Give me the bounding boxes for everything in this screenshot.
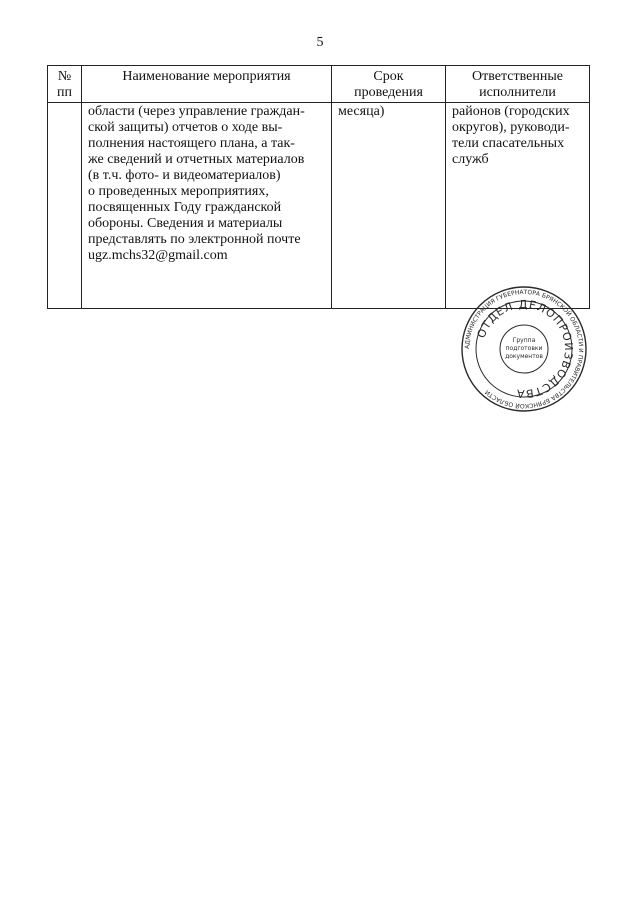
page-number: 5 — [316, 35, 324, 50]
table-header-row — [48, 66, 590, 103]
stamp-center-line: подготовки — [505, 345, 543, 352]
activity-text-line: области (через управление граждан- — [88, 104, 305, 119]
activity-text-line: (в т.ч. фото- и видеоматериалов) — [88, 168, 281, 183]
activity-text-line: о проведенных мероприятиях, — [88, 184, 269, 199]
activity-text-line: ской защиты) отчетов о ходе вы- — [88, 120, 283, 135]
official-stamp — [461, 286, 587, 412]
table-row — [48, 103, 590, 309]
responsible-text-line: служб — [452, 152, 489, 167]
row-activity-cell — [82, 103, 332, 309]
term-text-line: месяца) — [338, 104, 385, 119]
responsible-text-line: округов), руководи- — [452, 120, 570, 135]
stamp-center-line: Группа — [512, 337, 536, 344]
activity-text-line: посвященных Году гражданской — [88, 200, 282, 215]
responsible-text-line: районов (городских — [452, 104, 570, 119]
row-responsible-cell — [446, 103, 590, 309]
stamp-center-line: документов — [505, 353, 543, 360]
activity-text-line: же сведений и отчетных материалов — [88, 152, 305, 167]
header-activity-name: Наименование мероприятия — [82, 66, 332, 103]
row-term-cell — [332, 103, 446, 309]
activity-text-line: полнения настоящего плана, а так- — [88, 136, 295, 151]
activity-text-line: обороны. Сведения и материалы — [88, 216, 283, 231]
stamp-ring-text: ОТДЕЛ ДЕЛОПРОИЗВОДСТВА — [474, 297, 576, 401]
header-responsible: Ответственные исполнители — [446, 66, 590, 103]
stamp-outer-text: АДМИНИСТРАЦИЯ ГУБЕРНАТОРА БРЯНСКОЙ ОБЛАСТИ И ПРАВИТЕЛЬСТВА БРЯНСКОЙ ОБЛАСТИ — [463, 288, 585, 410]
activity-plan-table — [47, 65, 590, 309]
activity-text-line: представлять по электронной почте — [88, 232, 301, 247]
header-number: № пп — [48, 66, 82, 103]
header-term: Срок проведения — [332, 66, 446, 103]
email-address: ugz.mchs32@gmail.com — [88, 248, 228, 263]
row-number-cell — [48, 103, 82, 309]
responsible-text-line: тели спасательных — [452, 136, 565, 151]
